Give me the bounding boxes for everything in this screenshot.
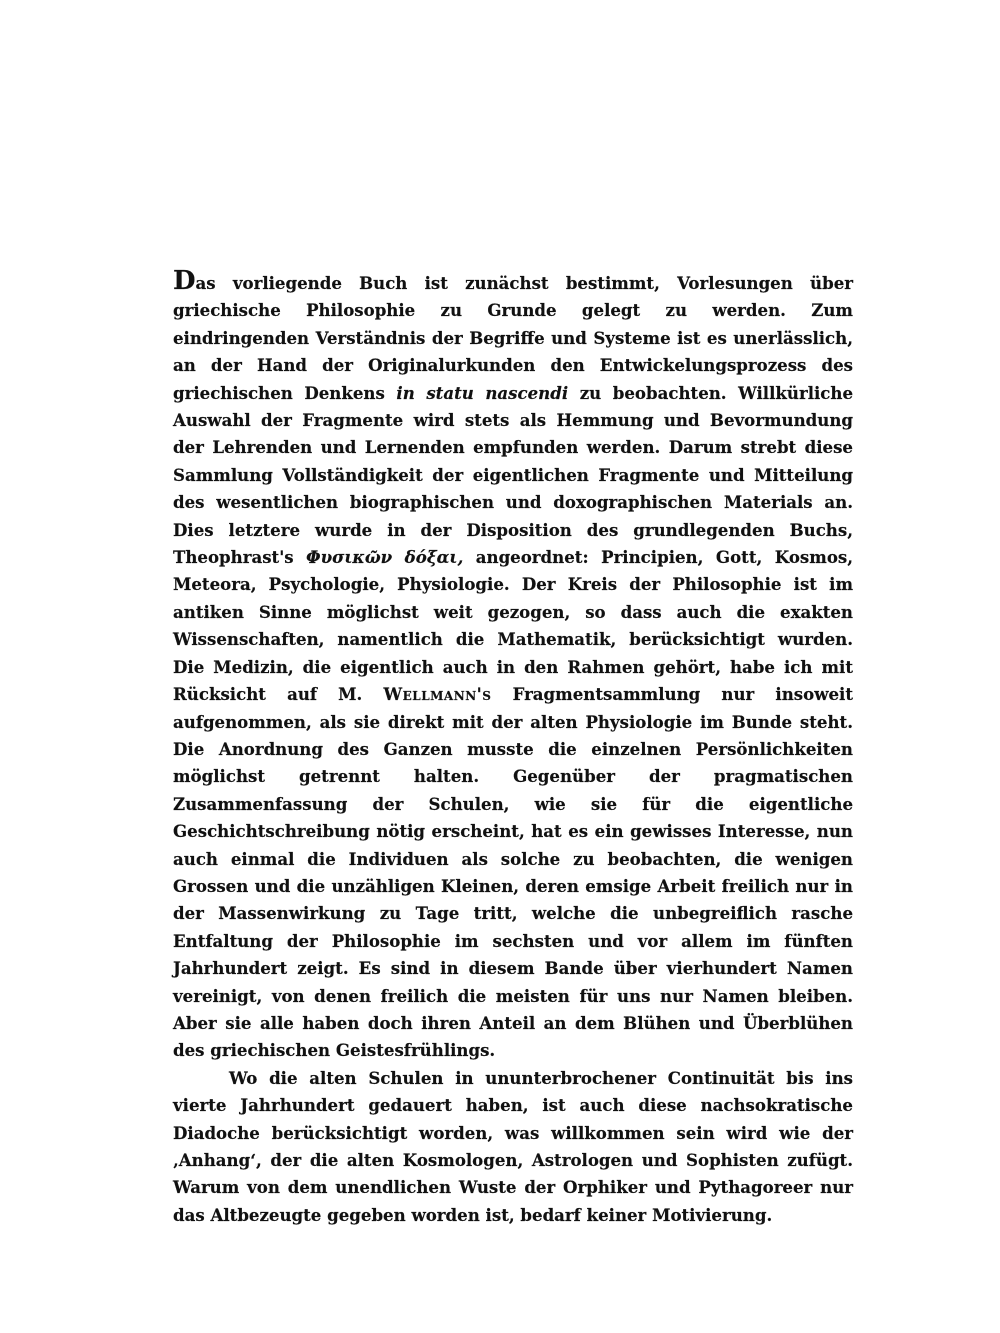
paragraph-1 [173, 268, 853, 1065]
paragraph-1-part-1: Das vorliegende Buch ist zunächst bestimmt, Vorlesungen über griechische Philosophie zu Grunde gelegt zu werden. Zum eindringenden Verständnis der Begriffe und Systeme ist es unerlässlich, an der Hand der Originalurkunden den Entwickelungsprozess des griechischen Denkens [173, 266, 853, 403]
preface-text [173, 268, 853, 1229]
author-name: Wellmann's [383, 684, 492, 705]
paragraph-1-part-4: Fragmentsammlung nur insoweit aufgenommen, als sie direkt mit der alten Physiologie im Bunde steht. Die Anordnung des Ganzen musste die einzelnen Persönlichkeiten möglichst getrennt halten. Gegenüber der pragmatischen Zusammenfassung der Schulen, wie sie für die eigentliche Geschichtschreibung nötig erscheint, hat es ein gewisses Interesse, nun auch einmal die Individuen als solche zu beobachten, die wenigen Grossen und die unzähligen Kleinen, deren emsige Arbeit freilich nur in der Massenwirkung zu Tage tritt, welche die unbegreiflich rasche Entfaltung der Philosophie im sechsten und vor allem im fünften Jahrhundert zeigt. Es sind in diesem Bande über vierhundert Namen vereinigt, von denen freilich die meisten für uns nur Namen bleiben. Aber sie alle haben doch ihren Anteil an dem Blühen und Überblühen des griechischen Geistesfrühlings. [173, 684, 854, 1061]
latin-phrase: in statu nascendi [396, 382, 569, 403]
greek-title: Φυσικῶν δόξαι, [306, 547, 464, 568]
paragraph-1-part-2: zu beobachten. Willkürliche Auswahl der Fragmente wird stets als Hemmung und Bevormundung der Lehrenden und Lernenden empfunden werden. Darum strebt diese Sammlung Vollständigkeit der eigentlichen Fragmente und Mitteilung des wesentlichen biographischen und doxographischen Materials an. Dies letztere wurde in der Disposition des grundlegenden Buchs, Theophrast's [173, 382, 854, 568]
paragraph-1-part-3: angeordnet: Principien, Gott, Kosmos, Meteora, Psychologie, Physiologie. Der Kreis der Philosophie ist im antiken Sinne möglichst weit gezogen, so dass auch die exakten Wissenschaften, namentlich die Mathematik, berücksichtigt wurden. Die Medizin, die eigentlich auch in den Rahmen gehört, habe ich mit Rücksicht auf M. [173, 547, 854, 705]
paragraph-2: Wo die alten Schulen in ununterbrochener Continuität bis ins vierte Jahrhundert gedauert haben, ist auch diese nachsokratische Diadoche berücksichtigt worden, was willkommen sein wird wie der ‚Anhang‘, der die alten Kosmologen, Astrologen und Sophisten zufügt. Warum von dem unendlichen Wuste der Orphiker und Pythagoreer nur das Altbezeugte gegeben worden ist, bedarf keiner Motivierung. [173, 1067, 853, 1225]
